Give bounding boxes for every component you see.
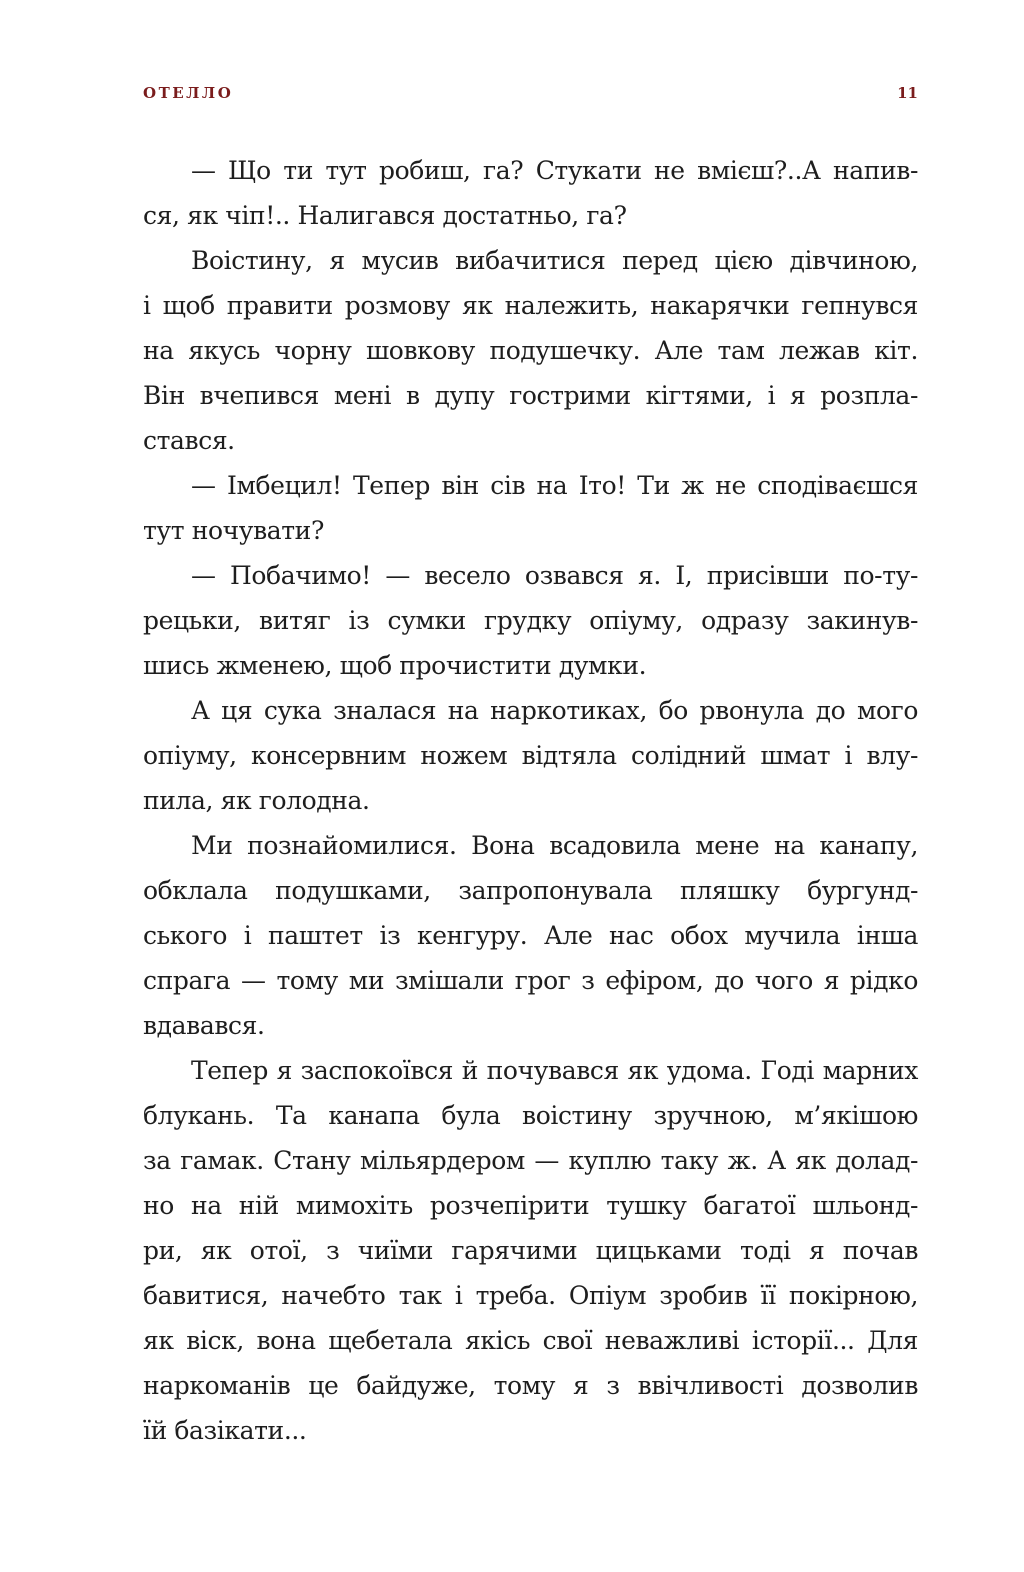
text-line: тут ночувати? bbox=[143, 516, 324, 545]
text-line: за гамак. Стану мільярдером — куплю таку ж. А як долад- bbox=[143, 1146, 918, 1175]
text-line: спрага — тому ми змішали грог з ефіром, до чого я рідко bbox=[143, 966, 918, 995]
text-line: но на ній мимохіть розчепірити тушку багатої шльонд- bbox=[143, 1191, 918, 1220]
text-line: — Імбецил! Тепер він сів на Іто! Ти ж не сподіваєшся bbox=[191, 471, 918, 500]
text-line: опіуму, консервним ножем відтяла солідний шмат і влу- bbox=[143, 741, 918, 770]
page-number: 11 bbox=[897, 84, 918, 102]
text-line: ського і паштет із кенгуру. Але нас обох мучила інша bbox=[143, 921, 918, 950]
text-line: обклала подушками, запропонувала пляшку бургунд- bbox=[143, 876, 918, 905]
text-line: Воістину, я мусив вибачитися перед цією дівчиною, bbox=[191, 246, 918, 275]
text-line: бавитися, начебто так і треба. Опіум зробив її покірною, bbox=[143, 1281, 918, 1310]
text-line: наркоманів це байдуже, тому я з ввічливості дозволив bbox=[143, 1371, 918, 1400]
text-line: — Що ти тут робиш, га? Стукати не вмієш?..А напив- bbox=[191, 156, 918, 185]
text-line: Він вчепився мені в дупу гострими кігтями, і я розпла- bbox=[143, 381, 918, 410]
text-line: пила, як голодна. bbox=[143, 786, 370, 815]
body-text bbox=[143, 148, 918, 1453]
text-line: їй базікати... bbox=[143, 1416, 307, 1445]
header-title: ОТЕЛЛО bbox=[143, 84, 234, 102]
text-line: ся, як чіп!.. Налигався достатньо, га? bbox=[143, 201, 627, 230]
running-header bbox=[143, 84, 918, 108]
text-line: — Побачимо! — весело озвався я. І, присівши по-ту- bbox=[191, 561, 918, 590]
text-line: Ми познайомилися. Вона всадовила мене на канапу, bbox=[191, 831, 918, 860]
text-line: стався. bbox=[143, 426, 235, 455]
text-line: блукань. Та канапа була воістину зручною, м’якішою bbox=[143, 1101, 918, 1130]
text-line: шись жменею, щоб прочистити думки. bbox=[143, 651, 647, 680]
text-line: А ця сука зналася на наркотиках, бо рвонула до мого bbox=[191, 696, 918, 725]
text-line: ри, як отої, з чиїми гарячими цицьками тоді я почав bbox=[143, 1236, 918, 1265]
text-line: як віск, вона щебетала якісь свої неважливі історії... Для bbox=[143, 1326, 918, 1355]
text-line: вдавався. bbox=[143, 1011, 265, 1040]
text-line: Тепер я заспокоївся й почувався як удома. Годі марних bbox=[191, 1056, 918, 1085]
text-line: рецьки, витяг із сумки грудку опіуму, одразу закинув- bbox=[143, 606, 918, 635]
text-line: і щоб правити розмову як належить, накарячки гепнувся bbox=[143, 291, 918, 320]
text-line: на якусь чорну шовкову подушечку. Але там лежав кіт. bbox=[143, 336, 918, 365]
